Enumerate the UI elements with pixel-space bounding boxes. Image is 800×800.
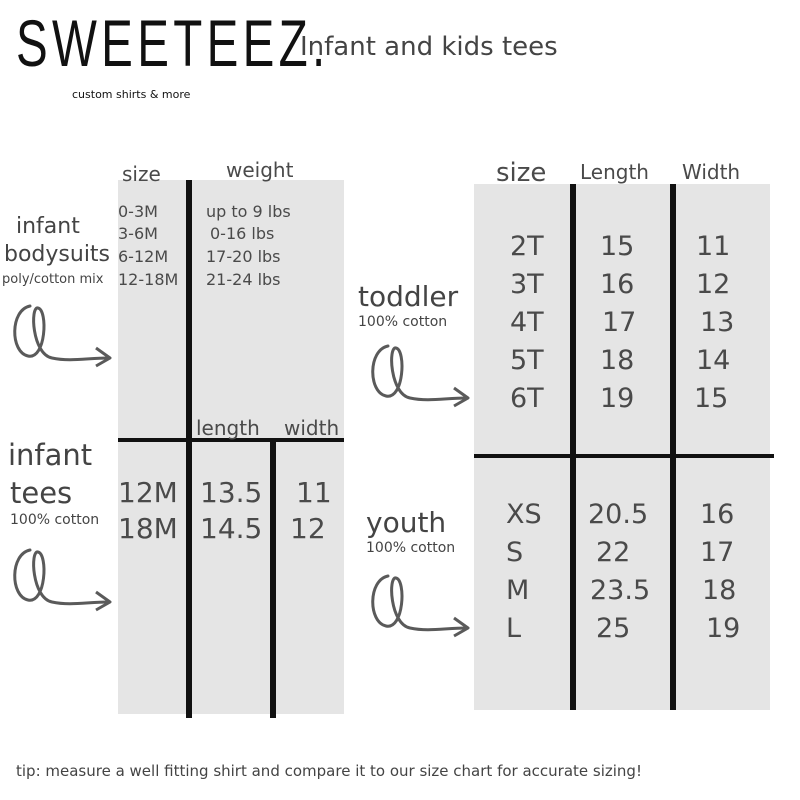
loop-arrow-icon bbox=[366, 566, 478, 638]
youth-note: 100% cotton bbox=[366, 540, 456, 556]
bodysuit-header-size: size bbox=[122, 162, 161, 186]
tees-width: 11 bbox=[296, 476, 332, 509]
toddler-size: 3T bbox=[510, 269, 544, 300]
youth-length: 23.5 bbox=[590, 575, 651, 606]
toddler-width: 14 bbox=[696, 345, 731, 376]
tees-size: 12M bbox=[118, 476, 178, 509]
youth-width: 16 bbox=[700, 499, 735, 530]
infant-bodysuits-label-line2: bodysuits bbox=[4, 242, 111, 267]
brand-tagline: custom shirts & more bbox=[72, 88, 191, 101]
toddler-size: 5T bbox=[510, 345, 544, 376]
youth-length: 22 bbox=[596, 537, 631, 568]
infant-tees-label-line1: infant bbox=[8, 438, 93, 472]
toddler-length: 19 bbox=[600, 383, 635, 414]
toddler-width: 11 bbox=[696, 231, 731, 262]
toddler-length: 17 bbox=[602, 307, 637, 338]
toddler-label: toddler bbox=[358, 280, 459, 313]
toddler-length: 16 bbox=[600, 269, 635, 300]
bodysuit-weight: 17-20 lbs bbox=[206, 247, 281, 266]
loop-arrow-icon bbox=[8, 296, 120, 368]
youth-size: L bbox=[506, 613, 522, 644]
infant-tees-note: 100% cotton bbox=[10, 512, 100, 528]
youth-size: M bbox=[506, 575, 530, 606]
brand-logo: SWEETEEZ. bbox=[16, 6, 330, 80]
toddler-note: 100% cotton bbox=[358, 314, 448, 330]
youth-width: 17 bbox=[700, 537, 735, 568]
toddler-header-length: Length bbox=[580, 160, 649, 184]
bodysuit-size: 0-3M bbox=[118, 202, 158, 221]
bodysuit-weight: 0-16 lbs bbox=[210, 224, 275, 243]
infant-divider-vertical-1 bbox=[186, 180, 192, 718]
youth-length: 25 bbox=[596, 613, 631, 644]
bodysuit-header-weight: weight bbox=[226, 158, 294, 182]
toddler-length: 15 bbox=[600, 231, 635, 262]
kids-divider-vertical-2 bbox=[670, 184, 676, 710]
loop-arrow-icon bbox=[8, 540, 120, 612]
infant-tees-divider-vertical bbox=[270, 440, 276, 718]
bodysuit-weight: 21-24 lbs bbox=[206, 270, 281, 289]
tees-size: 18M bbox=[118, 512, 178, 545]
toddler-header-size: size bbox=[496, 158, 547, 188]
toddler-length: 18 bbox=[600, 345, 635, 376]
bodysuit-size: 6-12M bbox=[118, 247, 169, 266]
kids-divider-vertical-1 bbox=[570, 184, 576, 710]
youth-size: S bbox=[506, 537, 524, 568]
youth-width: 19 bbox=[706, 613, 741, 644]
youth-length: 20.5 bbox=[588, 499, 649, 530]
toddler-width: 12 bbox=[696, 269, 731, 300]
page-title: Infant and kids tees bbox=[300, 32, 558, 62]
infant-tees-label-line2: tees bbox=[10, 476, 73, 510]
youth-label: youth bbox=[366, 506, 447, 539]
toddler-size: 2T bbox=[510, 231, 544, 262]
bodysuit-weight: up to 9 lbs bbox=[206, 202, 291, 221]
sizing-tip: tip: measure a well fitting shirt and compare it to our size chart for accurate sizing! bbox=[16, 762, 642, 780]
infant-bodysuits-label-line1: infant bbox=[16, 214, 80, 239]
bodysuit-size: 12-18M bbox=[118, 270, 179, 289]
tees-length: 14.5 bbox=[200, 512, 263, 545]
bodysuit-size: 3-6M bbox=[118, 224, 158, 243]
tees-length: 13.5 bbox=[200, 476, 263, 509]
tees-header-length: length bbox=[196, 416, 260, 440]
youth-width: 18 bbox=[702, 575, 737, 606]
toddler-size: 4T bbox=[510, 307, 544, 338]
toddler-header-width: Width bbox=[682, 160, 741, 184]
tees-width: 12 bbox=[290, 512, 326, 545]
loop-arrow-icon bbox=[366, 336, 478, 408]
tees-header-width: width bbox=[284, 416, 340, 440]
youth-size: XS bbox=[506, 499, 542, 530]
toddler-size: 6T bbox=[510, 383, 544, 414]
kids-divider-horizontal bbox=[474, 454, 774, 458]
toddler-width: 13 bbox=[700, 307, 735, 338]
toddler-width: 15 bbox=[694, 383, 729, 414]
infant-bodysuits-note: poly/cotton mix bbox=[2, 272, 104, 287]
